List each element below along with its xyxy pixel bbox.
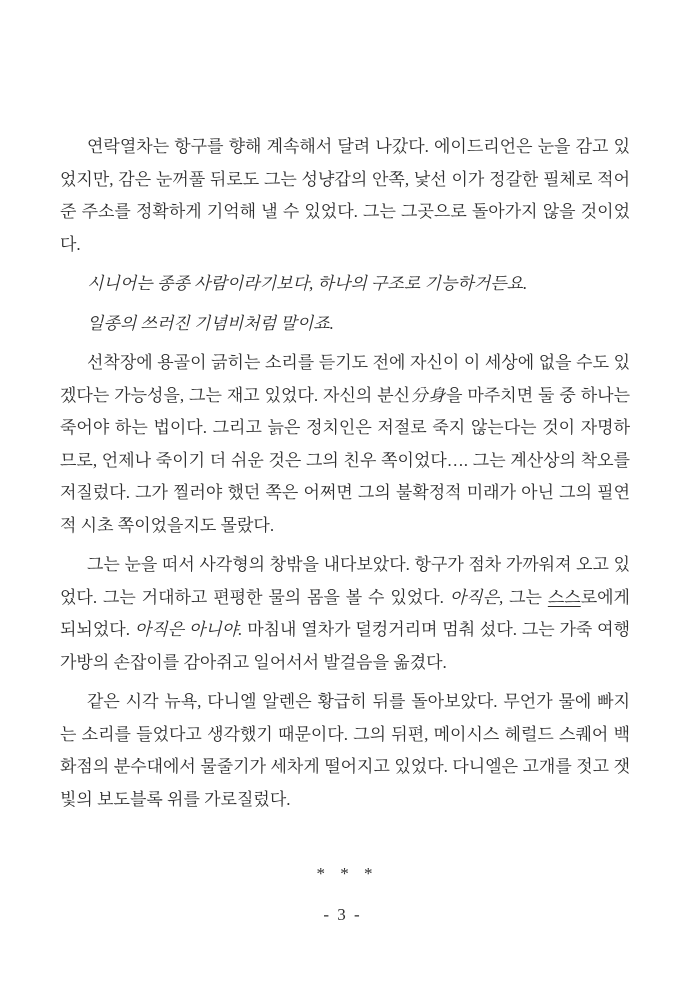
text-run: 아직은 아니야. (134, 620, 243, 639)
text-run: 아직은, (449, 587, 504, 607)
text-run: 시니어는 종종 사람이라기보다, 하나의 구조로 기능하거든요. (87, 274, 528, 293)
text-run: 을 마주치면 둘 중 하나는 죽어야 하는 법이다. 그리고 늙은 정치인은 저절로 죽지 않는다는 것이 자명하므로, 언제나 죽이기 더 쉬운 것은 그의 친우 쪽이었다…. 그는 계산상의 착오를 저질렀다. 그가 찔러야 했던 쪽은 어쩌면 그의 불확정적 미래가 아닌 그의 필연적 시초 쪽이었을지도 몰랐다. (60, 385, 630, 535)
text-run: 로에게 되뇌었다. (60, 587, 630, 639)
text-run: 선착장에 용골이 긁히는 소리를 듣기도 전에 자신이 이 세상에 없을 수도 있겠다는 가능성을, 그는 재고 있었다. 자신의 분신 (60, 353, 630, 405)
paragraph (60, 268, 630, 301)
text-run: 연락열차는 항구를 향해 계속해서 달려 나갔다. 에이드리언은 눈을 감고 있었지만, 감은 눈꺼풀 뒤로도 그는 성냥갑의 안쪽, 낯선 이가 정갈한 필체로 적어 준 주소를 정확하게 기억해 낼 수 있었다. 그는 그곳으로 돌아가지 않을 것이었다. (60, 137, 630, 254)
paragraph (60, 308, 630, 341)
text-run: 分身 (410, 385, 447, 405)
body-text (60, 131, 630, 816)
text-run: 스스 (547, 587, 581, 607)
page-number: - 3 - (323, 904, 362, 924)
text-run: 그는 (503, 587, 548, 607)
paragraph (60, 131, 630, 261)
paragraph (60, 686, 630, 816)
text-run: 그는 눈을 떠서 사각형의 창밖을 내다보았다. 항구가 점차 가까워져 오고 있었다. 그는 거대하고 편평한 물의 몸을 볼 수 있었다. (60, 555, 630, 607)
paragraph (60, 549, 630, 679)
text-run: 마침내 열차가 덜컹거리며 멈춰 섰다. 그는 가죽 여행가방의 손잡이를 감아쥐고 일어서서 발걸음을 옮겼다. (60, 620, 630, 672)
text-run: 일종의 쓰러진 기념비처럼 말이죠. (87, 313, 334, 333)
paragraph (60, 347, 630, 542)
section-separator: * * * (316, 864, 374, 883)
text-run: 같은 시각 뉴욕, 다니엘 알렌은 황급히 뒤를 돌아보았다. 무언가 물에 빠지는 소리를 들었다고 생각했기 때문이다. 그의 뒤편, 메이시스 헤럴드 스퀘어 백화점의 분수대에서 물줄기가 세차게 떨어지고 있었다. 다니엘은 고개를 젓고 잿빛의 보도블록 위를 가로질렀다. (60, 692, 630, 809)
